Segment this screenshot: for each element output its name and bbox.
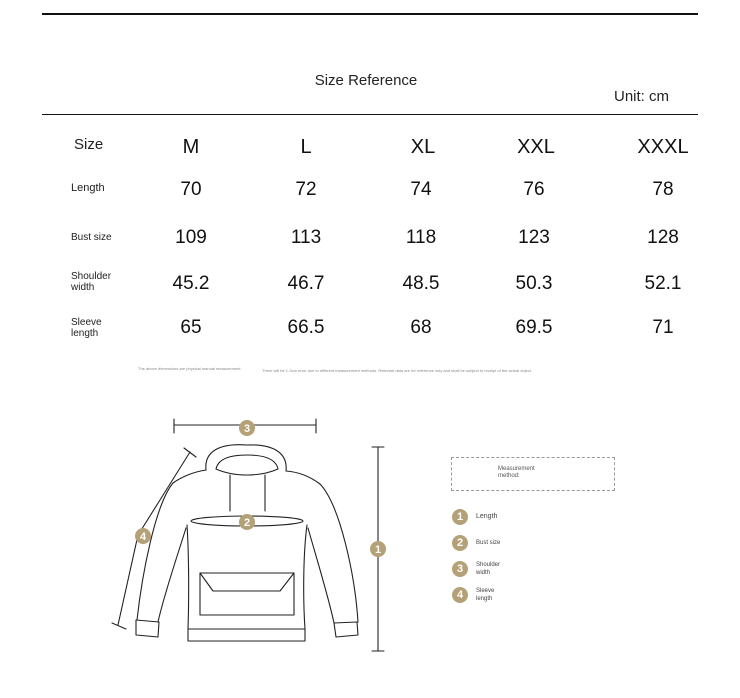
table-cell: 71: [652, 317, 674, 338]
table-cell: 48.5: [402, 273, 440, 294]
table-cell: 74: [410, 179, 432, 200]
size-heading: XL: [410, 136, 436, 158]
table-cell: 70: [180, 179, 202, 200]
legend-number: 4: [452, 587, 468, 603]
table-cell: 65: [180, 317, 202, 338]
legend-label: Bust size: [476, 540, 501, 546]
size-column-label: Size: [74, 136, 104, 153]
marker-2-label: 2: [243, 517, 251, 529]
page-title: Size Reference: [314, 72, 418, 89]
size-heading: XXL: [517, 136, 555, 158]
table-cell: 76: [523, 179, 545, 200]
right-cuff: [334, 622, 358, 637]
row-label: Shoulder width: [71, 271, 112, 293]
left-sleeve-outer: [137, 483, 173, 620]
table-cell: 109: [175, 227, 207, 248]
marker-3-label: 3: [243, 423, 251, 435]
hem-band: [188, 629, 305, 641]
size-heading: M: [182, 136, 200, 158]
note-left-text: The above dimensions are physical manual measurement.: [138, 366, 242, 371]
legend-number: 2: [452, 535, 468, 551]
legend-number: 1: [452, 509, 468, 525]
measurement-method-box: [451, 457, 615, 491]
body-outline: [187, 525, 307, 629]
sleeve-measure-cap-bottom: [112, 623, 126, 629]
right-sleeve-inner: [308, 528, 334, 623]
table-cell: 66.5: [287, 317, 325, 338]
pocket-sides: [200, 573, 294, 615]
marker-1-label: 1: [374, 544, 382, 556]
measurement-method-label: Measurement method:: [498, 466, 535, 479]
table-cell: 128: [647, 227, 679, 248]
marker-4-label: 4: [139, 531, 147, 543]
header-divider: [42, 114, 698, 115]
hood-outline: [206, 445, 286, 471]
pocket-outline: [200, 573, 294, 591]
right-shoulder: [286, 471, 320, 484]
left-sleeve-inner: [158, 528, 186, 622]
hoodie-diagram: [100, 415, 400, 655]
sleeve-measure-line: [118, 452, 190, 625]
top-divider: [42, 13, 698, 15]
sleeve-measure-cap-top: [184, 448, 196, 457]
table-cell: 113: [290, 227, 322, 248]
size-heading: XXXL: [637, 136, 689, 158]
table-cell: 52.1: [644, 273, 682, 294]
legend-label: Length: [476, 513, 498, 520]
table-cell: 69.5: [515, 317, 553, 338]
table-cell: 78: [652, 179, 674, 200]
right-sleeve-outer: [320, 484, 358, 622]
legend-number: 3: [452, 561, 468, 577]
left-cuff: [136, 620, 159, 637]
table-cell: 123: [518, 227, 550, 248]
table-cell: 72: [295, 179, 317, 200]
table-cell: 68: [410, 317, 432, 338]
note-right-text: There will be 1-3cm error due to different measurement methods. Relevant data are for reference only and shall be subject to receipt of the actual object.: [262, 368, 533, 373]
legend-label: Shoulder width: [476, 562, 501, 576]
hood-opening: [216, 455, 278, 475]
table-cell: 46.7: [287, 273, 325, 294]
row-label: Bust size: [71, 232, 112, 243]
table-cell: 50.3: [515, 273, 553, 294]
size-heading: L: [300, 136, 312, 158]
table-cell: 118: [405, 227, 437, 248]
legend-label: Sleeve length: [476, 588, 495, 602]
row-label: Sleeve length: [71, 317, 102, 339]
unit-label: Unit: cm: [614, 88, 670, 105]
row-label: Length: [71, 182, 105, 194]
table-cell: 45.2: [172, 273, 210, 294]
measurement-note: [138, 366, 608, 380]
